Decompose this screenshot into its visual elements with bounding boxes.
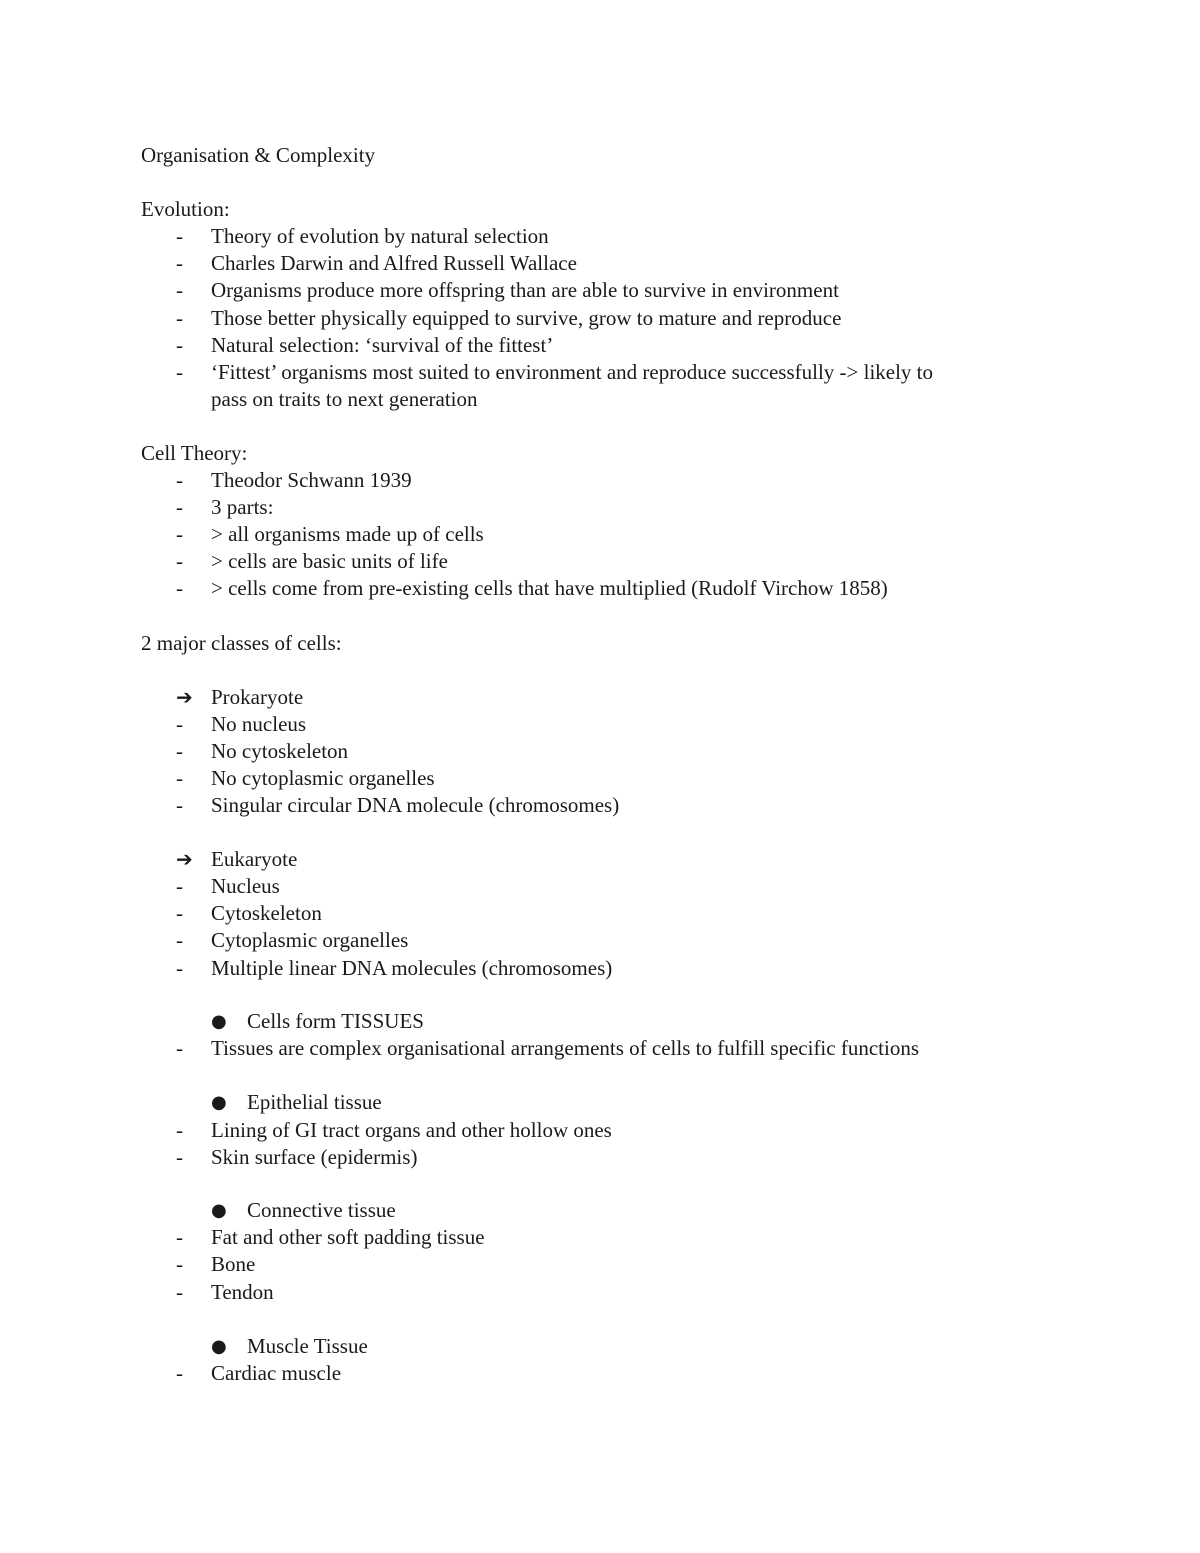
- dash-marker: -: [176, 1252, 183, 1276]
- list-item-text: Theory of evolution by natural selection: [211, 224, 549, 248]
- list-item-text: Tendon: [211, 1280, 274, 1304]
- list-item-text: Fat and other soft padding tissue: [211, 1225, 485, 1249]
- dash-marker: -: [176, 874, 183, 898]
- list-item-text: pass on traits to next generation: [211, 387, 478, 411]
- list-item-text: No cytoplasmic organelles: [211, 766, 435, 790]
- dash-marker: -: [176, 793, 183, 817]
- dash-marker: -: [176, 1225, 183, 1249]
- list-item-text: Cardiac muscle: [211, 1361, 342, 1385]
- dash-marker: -: [176, 1280, 183, 1304]
- list-item-text: Cytoskeleton: [211, 901, 322, 925]
- list-item-text: ‘Fittest’ organisms most suited to environment and reproduce successfully -> likely to: [211, 360, 934, 384]
- dash-marker: -: [176, 766, 183, 790]
- dash-marker: -: [176, 712, 183, 736]
- list-item-text: Organisms produce more offspring than are able to survive in environment: [211, 278, 839, 302]
- muscle-label: Muscle Tissue: [247, 1334, 368, 1358]
- arrow-icon: ➔: [176, 685, 193, 709]
- dash-marker: -: [176, 333, 183, 357]
- list-item-text: No cytoskeleton: [211, 739, 349, 763]
- dash-marker: -: [176, 956, 183, 980]
- eukaryote-label: Eukaryote: [211, 847, 298, 871]
- list-item-text: No nucleus: [211, 712, 307, 736]
- list-item-text: > all organisms made up of cells: [211, 522, 484, 546]
- dash-marker: -: [176, 360, 183, 384]
- dash-marker: -: [176, 1145, 183, 1169]
- dash-marker: -: [176, 549, 183, 573]
- arrow-icon: ➔: [176, 847, 193, 871]
- evolution-heading: Evolution:: [141, 197, 230, 221]
- dash-marker: -: [176, 901, 183, 925]
- list-item-text: > cells come from pre-existing cells that have multiplied (Rudolf Virchow 1858): [211, 576, 888, 600]
- list-item-text: Those better physically equipped to survive, grow to mature and reproduce: [211, 306, 842, 330]
- bullet-icon: ●: [211, 1092, 227, 1113]
- document-title: Organisation & Complexity: [141, 143, 376, 167]
- dash-marker: -: [176, 306, 183, 330]
- cell-theory-heading: Cell Theory:: [141, 441, 248, 465]
- dash-marker: -: [176, 739, 183, 763]
- classes-heading: 2 major classes of cells:: [141, 631, 342, 655]
- list-item-text: Natural selection: ‘survival of the fittest’: [211, 333, 554, 357]
- list-item-text: Cytoplasmic organelles: [211, 928, 409, 952]
- list-item-text: Bone: [211, 1252, 256, 1276]
- list-item-text: > cells are basic units of life: [211, 549, 448, 573]
- prokaryote-label: Prokaryote: [211, 685, 304, 709]
- list-item-text: Lining of GI tract organs and other hollow ones: [211, 1118, 612, 1142]
- dash-marker: -: [176, 251, 183, 275]
- bullet-icon: ●: [211, 1011, 227, 1032]
- list-item-text: Nucleus: [211, 874, 280, 898]
- dash-marker: -: [176, 576, 183, 600]
- bullet-icon: ●: [211, 1336, 227, 1357]
- list-item-text: Skin surface (epidermis): [211, 1145, 418, 1169]
- dash-marker: -: [176, 278, 183, 302]
- dash-marker: -: [176, 522, 183, 546]
- dash-marker: -: [176, 1118, 183, 1142]
- tissues-label: Cells form TISSUES: [247, 1009, 424, 1033]
- dash-marker: -: [176, 1361, 183, 1385]
- dash-marker: -: [176, 224, 183, 248]
- list-item-text: Tissues are complex organisational arrangements of cells to fulfill specific functions: [211, 1036, 919, 1060]
- dash-marker: -: [176, 495, 183, 519]
- dash-marker: -: [176, 468, 183, 492]
- epithelial-label: Epithelial tissue: [247, 1090, 382, 1114]
- dash-marker: -: [176, 928, 183, 952]
- list-item-text: 3 parts:: [211, 495, 274, 519]
- list-item-text: Singular circular DNA molecule (chromosomes): [211, 793, 620, 817]
- list-item-text: Charles Darwin and Alfred Russell Wallace: [211, 251, 577, 275]
- list-item-text: Multiple linear DNA molecules (chromosomes): [211, 956, 613, 980]
- dash-marker: -: [176, 1036, 183, 1060]
- connective-label: Connective tissue: [247, 1198, 396, 1222]
- bullet-icon: ●: [211, 1200, 227, 1221]
- list-item-text: Theodor Schwann 1939: [211, 468, 412, 492]
